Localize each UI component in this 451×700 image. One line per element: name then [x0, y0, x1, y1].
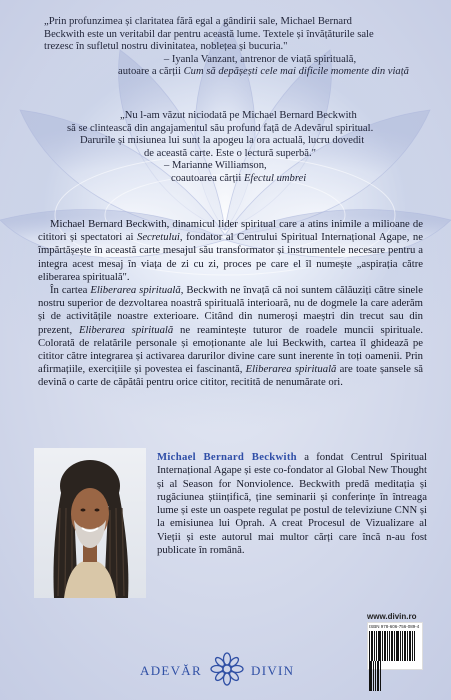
quote-1-line-2: Beckwith este un veritabil dar pentru această lume. Textele și învățăturile sale [44, 28, 374, 40]
quote-1-line-3: trezesc în sufletul nostru divinitatea, noblețea și bucuria." [44, 41, 288, 53]
barcode-bar [387, 631, 388, 661]
barcode-bar [377, 661, 379, 691]
barcode-bar [414, 631, 415, 661]
quote-2-line-4: de această carte. Este o lectură superbă." [144, 147, 316, 159]
testimonial-quote-2 [40, 110, 420, 186]
publisher-logo-left-word: ADEVĂR [140, 663, 202, 678]
barcode-bar [374, 631, 375, 661]
barcode-bar [389, 631, 390, 661]
testimonial-quote-1 [40, 16, 420, 79]
quote-2-book-title: Efectul umbrei [243, 172, 307, 184]
barcode-bar [404, 631, 406, 661]
description-paragraph-1: Michael Bernard Beckwith, dinamicul lider spiritual care a atins inimile a milioane de cititori și spectatori ai Secretului, fondator al Centrului Spiritual Internațional Agape, ne împărtășește în această carte mesajul său transformator și instrumentele necesare pentru a integra acest mesaj în viața de zi cu zi, proces pe care el îl numește „aspirația către eliberarea spirituală". [38, 218, 423, 283]
barcode-bar [380, 661, 381, 691]
publisher-website: www.divin.ro [367, 612, 417, 621]
barcode-bar [369, 631, 370, 661]
isbn-label: ISBN 978-606-756-089-4 [369, 624, 420, 629]
book-description [38, 218, 423, 390]
barcode-bar [402, 631, 403, 661]
author-bio [157, 451, 427, 557]
barcode-bar [373, 661, 374, 691]
publisher-logo-right-word: DIVIN [251, 663, 295, 678]
quote-2-line-1: „Nu l-am văzut niciodată pe Michael Bernard Beckwith [120, 110, 357, 121]
quote-2-line-2: să se clintească din angajamentul său profund față de Adevărul spiritual. [67, 122, 374, 134]
barcode-bar [394, 631, 395, 661]
barcode-bar [412, 631, 413, 661]
barcode-bar [384, 631, 386, 661]
barcode-bar [382, 631, 383, 661]
author-name: Michael Bernard Beckwith [157, 451, 297, 463]
author-photo [34, 448, 146, 598]
quote-2-line-3: Darurile și misiunea lui sunt la apogeu la ora actuală, lucru dovedit [80, 135, 365, 147]
description-paragraph-2: În cartea Eliberarea spirituală, Beckwith ne învață că noi suntem călăuziți către sinele nostru superior de dezvoltarea noastră spirituală interioară, nu de dogmele la care aderăm și de activitățile noastre exterioare. Citând din numeroși maeștri din trecut sau din prezent, Eliberarea spirituală ne reamintește tuturor de roadele muncii spirituale. Colorată de relatările personale și emoționante ale lui Beckwith, cartea îl ghidează pe cititor către integrarea și activarea darurilor divine care sunt inerente în toți oamenii. Prin afirmațiile, exercițiile și povestea ei fascinantă, Eliberarea spirituală are toate șansele să devină o carte de căpătâi pentru orice cititor, recitită de nenumărate ori. [38, 284, 424, 389]
barcode-bar [407, 631, 408, 661]
quote-1-source: autoare a cărții Cum să depășești cele mai dificile momente din viață [118, 66, 409, 78]
barcode-bar [409, 631, 411, 661]
quote-2-author: – Marianne Williamson, [164, 160, 267, 172]
author-portrait-illustration [34, 448, 146, 598]
quote-1-line-1: „Prin profunzimea și claritatea fără egal a gândirii sale, Michael Bernard [44, 16, 352, 27]
quote-1-book-title: Cum să depășești cele mai dificile momente din viață [183, 66, 409, 78]
publisher-logo [130, 652, 320, 686]
publisher-flower-icon [210, 652, 244, 686]
barcode-bar [369, 661, 372, 691]
barcode-bar [400, 631, 401, 661]
barcode-bar [371, 631, 373, 661]
barcode-bars [369, 631, 419, 661]
quote-1-attribution [40, 54, 420, 67]
barcode-bar [376, 631, 377, 661]
barcode-bar [378, 631, 381, 661]
quote-1-author: – Iyanla Vanzant, antrenor de viață spirituală, [163, 53, 357, 65]
author-bio-text: a fondat Centrul Spiritual Internațional Agape și este co-fondator al Global New Thought și al Season for Nonviolence. Beckwith predă meditația și rugăciunea științifică, ține seminarii și conferințe în întreaga lume și este un oaspete regulat pe postul de televiziune CNN și la emisiunea lui Oprah. A creat Procesul de Vizualizare al Vieții și este autorul mai multor cărți care încă n-au fost publicate în română. [157, 451, 427, 557]
barcode-bar [391, 631, 393, 661]
quote-2-source: coautoarea cărții Efectul umbrei [171, 172, 307, 184]
barcode-bar [396, 631, 399, 661]
barcode-bar [375, 661, 376, 691]
